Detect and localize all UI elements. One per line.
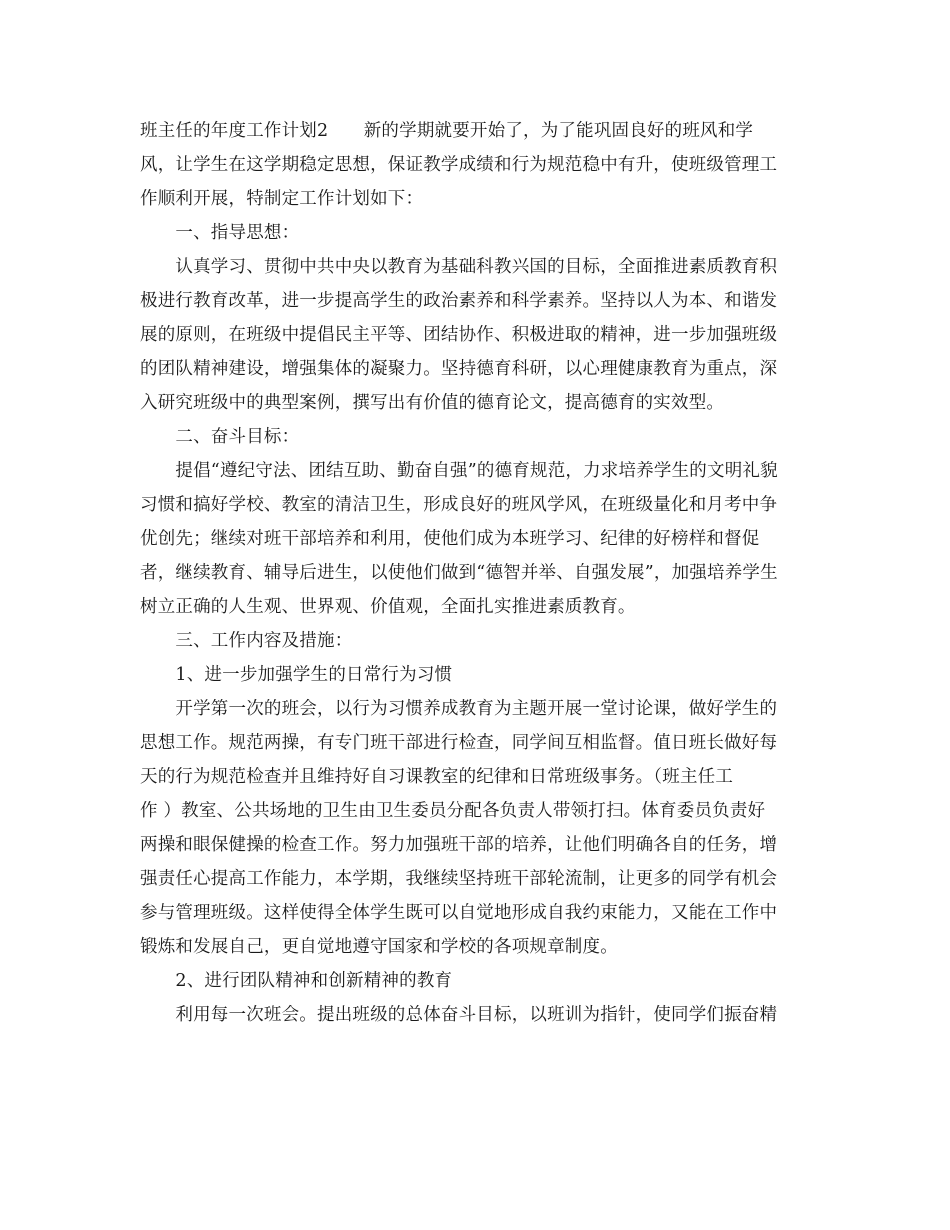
text-line: 优创先；继续对班干部培养和利用，使他们成为本班学习、纪律的好榜样和督促 — [140, 529, 760, 549]
subsection-heading: 2、进行团队精神和创新精神的教育 — [140, 971, 453, 991]
text-line: 开学第一次的班会，以行为习惯养成教育为主题开展一堂讨论课，做好学生的 — [140, 699, 778, 719]
text-line: 思想工作。规范两操，有专门班干部进行检查，同学间互相监督。值日班长做好每 — [140, 733, 778, 753]
section-heading: 一、指导思想： — [140, 223, 300, 243]
text-line: 者，继续教育、辅导后进生，以使他们做到“德智并举、自强发展”，加强培养学生 — [140, 563, 778, 583]
text-line: 提倡“遵纪守法、团结互助、勤奋自强”的德育规范，力求培养学生的文明礼貌 — [140, 461, 778, 481]
text-line: 风，让学生在这学期稳定思想，保证教学成绩和行为规范稳中有升，使班级管理工 — [140, 155, 778, 175]
text-line: 班主任的年度工作计划2 新的学期就要开始了，为了能巩固良好的班风和学 — [140, 121, 754, 141]
section-heading: 三、工作内容及措施： — [140, 631, 353, 651]
text-line: 作顺利开展，特制定工作计划如下： — [140, 189, 424, 209]
text-line: 利用每一次班会。提出班级的总体奋斗目标，以班训为指针，使同学们振奋精 — [140, 1005, 778, 1025]
text-line: 极进行教育改革，进一步提高学生的政治素养和科学素养。坚持以人为本、和谐发 — [140, 291, 778, 311]
section-heading: 二、奋斗目标： — [140, 427, 300, 447]
text-line: 作 ）教室、公共场地的卫生由卫生委员分配各负责人带领打扫。体育委员负责好 — [140, 801, 766, 821]
text-line: 习惯和搞好学校、教室的清洁卫生，形成良好的班风学风，在班级量化和月考中争 — [140, 495, 778, 515]
text-line: 的团队精神建设，增强集体的凝聚力。坚持德育科研，以心理健康教育为重点，深 — [140, 359, 778, 379]
text-line: 参与管理班级。这样使得全体学生既可以自觉地形成自我约束能力，又能在工作中 — [140, 903, 778, 923]
text-line: 入研究班级中的典型案例，撰写出有价值的德育论文，提高德育的实效型。 — [140, 393, 725, 413]
text-line: 树立正确的人生观、世界观、价值观，全面扎实推进素质教育。 — [140, 597, 636, 617]
subsection-heading: 1、进一步加强学生的日常行为习惯 — [140, 665, 453, 685]
text-line: 两操和眼保健操的检查工作。努力加强班干部的培养，让他们明确各自的任务，增 — [140, 835, 778, 855]
text-line: 锻炼和发展自己，更自觉地遵守国家和学校的各项规章制度。 — [140, 937, 618, 957]
text-line: 认真学习、贯彻中共中央以教育为基础科教兴国的目标，全面推进素质教育积 — [140, 257, 778, 277]
text-line: 天的行为规范检查并且维持好自习课教室的纪律和日常班级事务。（班主任工 — [140, 767, 734, 787]
text-line: 强责任心提高工作能力，本学期，我继续坚持班干部轮流制，让更多的同学有机会 — [140, 869, 778, 889]
text-line: 展的原则，在班级中提倡民主平等、团结协作、积极进取的精神，进一步加强班级 — [140, 325, 778, 345]
